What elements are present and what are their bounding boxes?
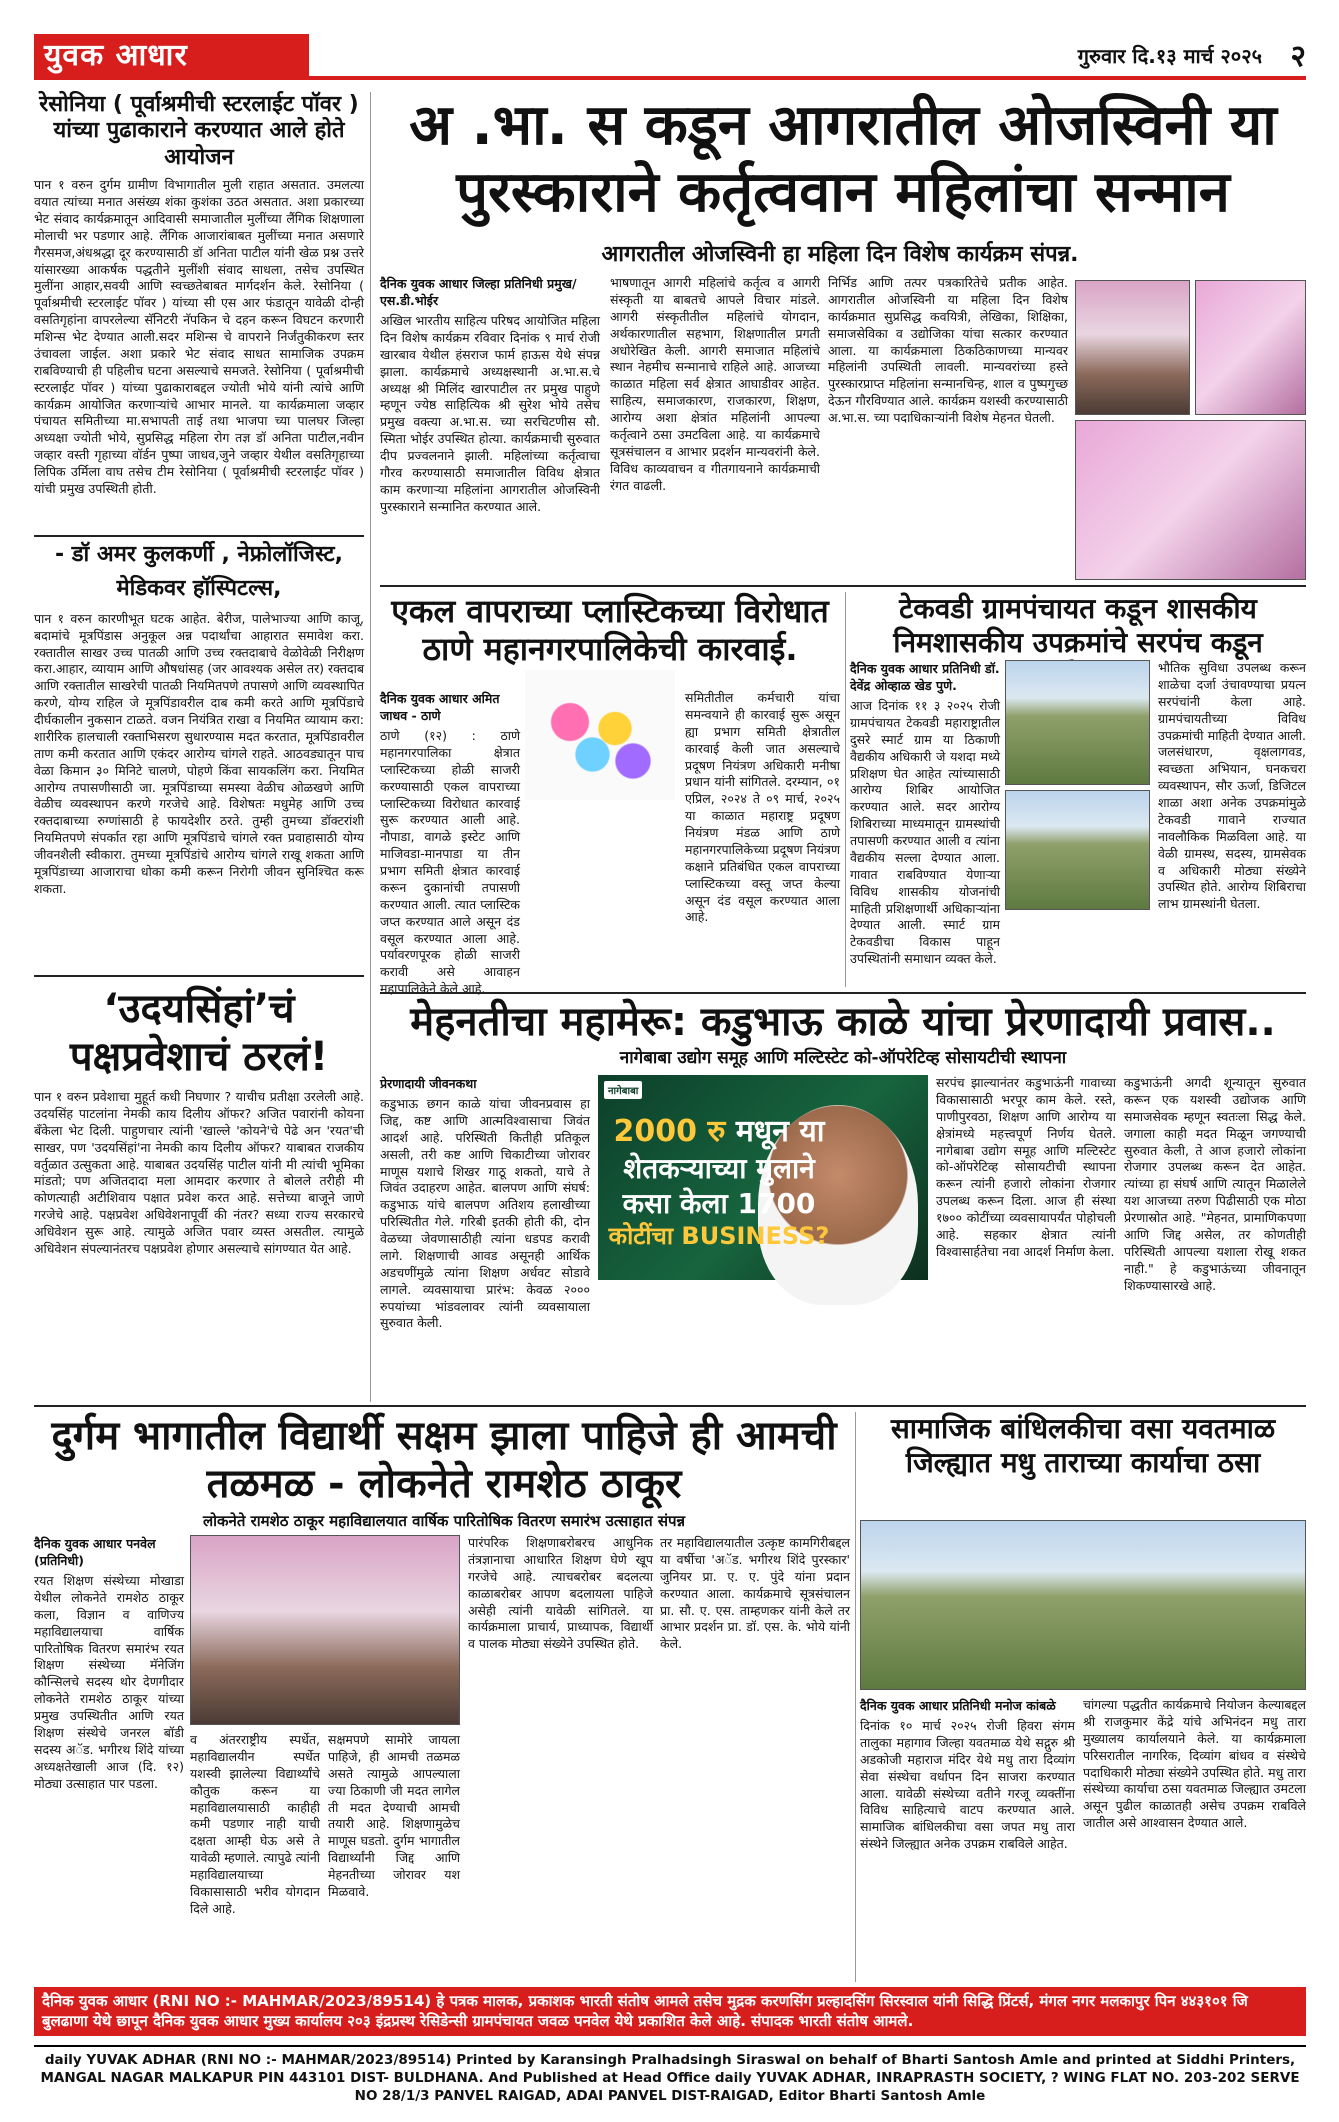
kale-headline: मेहनतीचा महामेरू: कडुभाऊ काळे यांचा प्रेरणादायी प्रवास.. [410,999,1276,1045]
group-photo [1075,420,1306,580]
tekwadi-byline: दैनिक युवक आधार प्रतिनिधी डॉ. देवेंद्र ओव्हाळ खेड पुणे. [850,661,1000,693]
thakur-col-3 [328,1732,460,1980]
yavatmal-col-2 [1083,1697,1306,1982]
thakur-body-4: पारंपरिक शिक्षणाबरोबरच आधुनिक तंत्रज्ञानाचा आधारित शिक्षण घेणे खूप गरजेचे आहे. त्याचबरोबर बदलत्या काळाबरोबर आपण बदलायला पाहिजे असेही त्यांनी यावेळी सांगितले. या कार्यक्रमाला प्राचार्य, प्राध्यापक, विद्यार्थी व पालक मोठ्या संख्येने उपस्थित होते. [468,1535,653,1652]
page-number: २ [1290,39,1306,74]
thakur-col-1 [34,1535,184,1980]
divider [380,992,1306,994]
promo-line-2: शेतकऱ्याच्या मुलाने [623,1151,815,1185]
yavatmal-header [860,1412,1306,1522]
lead-col-2 [610,275,820,580]
thakur-body-3: सक्षमपणे सामोरे जायला पाहिजे, ही आमची तळमळ असते त्यामुळे आपल्याला ज्या ठिकाणी जी मदत लागेल ती मदत देण्याची आमची तयारी आहे. शिक्षणामुळेच माणूस घडतो. दुर्गम भागातील विद्यार्थ्यांनी जिद्द आणि मेहनतीच्या जोरावर यश मिळवावे. [328,1732,460,1899]
column-divider [855,1412,856,1982]
kale-byline: प्रेरणादायी जीवनकथा [380,1076,477,1091]
plastic-body-1: ठाणे (१२) : ठाणे महानगरपालिका क्षेत्रात प्लास्टिकच्या होळी साजरी करण्यासाठी एकल वापराच्या प्लास्टिकच्या विरोधात कारवाई सुरू करण्यात आली आहे. नौपाडा, वागळे इस्टेट आणि माजिवडा-मानपाडा या तीन प्रभाग समिती क्षेत्रात कारवाई करून दुकानांची तपासणी करण्यात आली. त्यात प्लास्टिक जप्त करण्यात आले असून दंड वसूल करण्यात आला आहे. पर्यावरणपूरक होळी साजरी करावी असे आवाहन महापालिकेने केले आहे. [380,728,520,997]
kale-body-3: कडुभाऊंनी अगदी शून्यातून सुरुवात करून एक यशस्वी उद्योजक आणि समाजसेवक म्हणून स्वतःला सिद्ध केले. जगाला काही मदत मिळून जगण्याची सुरुवात केली, ते आज हजारो लोकांना रोजगार उपलब्ध करून देत आहेत. त्यांच्या हा संघर्ष आणि त्यातून मिळालेले यश आजच्या तरुण पिढीसाठी एक मोठा प्रेरणास्रोत आहे. "मेहनत, प्रामाणिकपणा आणि जिद्द असेल, तर कोणतीही परिस्थिती आपल्या यशाला रोखू शकत नाही." हे कडुभाऊंच्या जीवनातून शिकण्यासारखे आहे. [1124,1075,1306,1293]
yavatmal-body-1: दिनांक १० मार्च २०२५ रोजी हिवरा संगम तालुका महागाव जिल्हा यवतमाळ येथे सद्गुरु श्री अडकोजी महाराज मंदिर येथे मधु तारा दिव्यांग सेवा संस्थेचा वर्धापन दिन साजरा करण्यात आला. यावेळी संस्थेच्या वतीने गरजू व्यक्तींना विविध साहित्याचे वाटप करण्यात आले. सामाजिक बांधिलकीचा वसा जपत मधु तारा संस्थेने जिल्ह्यात अनेक उपक्रम राबविले आहेत. [860,1718,1075,1852]
tekwadi-body-2: भौतिक सुविधा उपलब्ध करून शाळेचा दर्जा उंचावण्याचा प्रयत्न सरपंचांनी केला आहे. ग्रामपंचायतीच्या विविध उपक्रमांची माहिती देण्यात आली. जलसंधारण, वृक्षलागवड, स्वच्छता अभियान, घनकचरा व्यवस्थापन, सौर ऊर्जा, डिजिटल शाळा अशा अनेक उपक्रमांमुळे टेकवडी गावाने राज्यात नावलौकिक मिळविला आहे. या वेळी ग्रामस्थ, सदस्य, ग्रामसेवक व अधिकारी मोठ्या संख्येने उपस्थित होते. आरोग्य शिबिराचा लाभ ग्रामस्थांनी घेतला. [1158,660,1306,912]
lead-banner-wrap [500,234,1180,270]
udaysinh-body: पान १ वरुन प्रवेशाचा मुहूर्त कधी निघणार ? याचीच प्रतीक्षा उरलेली आहे. उदयसिंह पाटलांना नेमकी काय दिलीय ऑफर? अजित पवारांनी कोयना बँकेला भेट दिली. पाहुणचार त्यांनी 'खाल्ले 'कोयने'चे पेढे अन 'रयत'ची साखर, पण 'उदयसिंहां'ना नेमकी काय दिलीय ऑफर? याबाबत राजकीय वर्तुळात उत्सुकता आहे. याबाबत उदयसिंह पाटील यांनी मी त्यांची भूमिका मांडतो; पण अजितदादा मला आमदार करणार ते बोलले तरीही मी कोणत्याही अटीशिवाय पक्षात प्रवेश करत आहे. सत्तेच्या बाजूने जाणे गरजेचे आहे. पक्षप्रवेश अधिवेशनापूर्वी की नंतर? सध्या राज्य सरकारचे अधिवेशन सुरू आहे. त्यामुळे अजित पवार व्यस्त असतील. त्यामुळे अधिवेशन संपल्यानंतरच पक्षप्रवेश होणार असल्याचे सांगण्यात येत आहे. [34,1089,364,1256]
newspaper-logo: युवक आधार [34,34,309,78]
column-divider [370,92,371,1402]
tekwadi-headline: टेकवडी ग्रामपंचायत कडून शासकीय निमशासकीय उपक्रमांचे सरपंच कडून [893,592,1263,659]
tekwadi-field-photo [1005,660,1150,785]
kidney-story [34,542,364,972]
award-photo [1195,280,1306,415]
yavatmal-col-1 [860,1697,1075,1982]
promo-logo: नागेबाबा [604,1081,642,1099]
promo-line-1-rest: मधून या [735,1114,825,1149]
yavatmal-group-photo [860,1520,1306,1690]
plastic-body-2: समितीतील कर्मचारी यांचा समन्वयाने ही कारवाई सुरू असून ह्या प्रभाग समिती क्षेत्रातील कारवाई केली जात असल्याचे प्रदूषण नियंत्रण अधिकारी मनीषा प्रधान यांनी सांगितले. दरम्यान, ०१ एप्रिल, २०२४ ते ०९ मार्च, २०२५ या काळात महाराष्ट्र प्रदूषण नियंत्रण मंडळ आणि ठाणे महानगरपालिकेच्या प्रदूषण नियंत्रण कक्षाने प्रतिबंधित एकल वापराच्या प्लास्टिकच्या वस्तू जप्त केल्या असून दंड वसूल करण्यात आला आहे. [685,690,840,925]
promo-text [604,1113,834,1251]
promo-line-4: कोटींचा BUSINESS? [608,1221,830,1250]
resonia-headline: रेसोनिया ( पूर्वाश्रमीची स्टरलाईट पॉवर ) यांच्या पुढाकाराने करण्यात आले होते आयोजन [39,92,359,170]
column-divider [845,592,846,987]
divider [34,1405,1306,1407]
plastic-header [380,592,840,682]
divider [34,535,364,537]
divider [34,975,364,977]
plastic-byline: दैनिक युवक आधार अमित जाधव - ठाणे [380,691,500,723]
lead-headline: अ .भा. स कडून आगरातील ओजस्विनी या पुरस्काराने कर्तृत्ववान महिलांचा सन्मान [409,93,1277,226]
kale-col-3 [1124,1075,1306,1400]
promo-line-3: कसा केला 1700 [622,1186,816,1220]
thakur-byline: दैनिक युवक आधार पनवेल (प्रतिनिधी) [34,1536,156,1568]
promo-amount: 2000 रु [613,1114,726,1149]
thakur-col-4 [468,1535,653,1980]
kidney-body: पान १ वरुन कारणीभूत घटक आहेत. बेरीज, पालेभाज्या आणि काजू, बदामांचे मूत्रपिंडास अनुकूल अन्न पदार्थांचा आहारात समावेश करा. रक्तातील साखर उच्च पातळी आणि उच्च रक्तदाबाचे वेळोवेळी निरीक्षण करा.आहार, व्यायाम आणि औषधांसह (जर आवश्यक असेल तर) रक्तदाब आणि रक्तातील साखरेची पातळी नियमितपणे तपासणे आणि व्यवस्थापित करणे, योग्य राहिल जे मूत्रपिंडावरील दाब कमी करते आणि मूत्रपिंडाचे दीर्घकालीन नुकसान टाळते. वजन नियंत्रित राखा व नियमित व्यायाम करा: शारीरिक हालचाली रक्ताभिसरण सुधारण्यास मदत करतात, मूत्रपिंडावरील ताण कमी करतात आणि एकंदर आरोग्य चांगले राहते. आठवड्यातून पाच वेळा किमान ३० मिनिटे चालणे, पोहणे किंवा सायकलिंग करा. नियमित आरोग्य तपासणीसाठी जा. मूत्रपिंडाच्या समस्या वेळीच ओळखणे आणि वेळीच व्यवस्थापन करणे गरजेचे आहे. विशेषतः मधुमेह आणि उच्च रक्तदाबाच्या रुग्णांसाठी हे फायदेशीर ठरते. तुम्ही तुमच्या डॉक्टरांशी नियमितपणे संपर्कात रहा आणि मूत्रपिंडाचे चांगले रक्त प्रवाहासाठी योग्य जीवनशैली स्वीकारा. तुमच्या मूत्रपिंडांचे आरोग्य चांगले राखू शकता आणि मूत्रपिंडाच्या आजाराचा धोका कमी करून निरोगी जीवन सुनिश्चित करू शकता. [34,610,364,896]
lead-body-3: निर्भिड आणि तत्पर पत्रकारितेचे प्रतीक आहेत. आगरातील ओजस्विनी या महिला दिन विशेष कार्यक्रमात सुप्रसिद्ध कवयित्री, लेखिका, शिक्षिका, समाजसेविका व उद्योजिका यांचा सत्कार करण्यात आला. या कार्यक्रमाला ठिकठिकाणच्या मान्यवर महिलांनी उपस्थिती लावली. मान्यवरांच्या हस्ते पुरस्कारप्राप्त महिलांना सन्मानचिन्ह, शाल व पुष्पगुच्छ देऊन गौरविण्यात आले. कार्यक्रम यशस्वी करण्यासाठी अ.भा.स. च्या पदाधिकाऱ्यांनी विशेष मेहनत घेतली. [828,275,1068,425]
kale-col-1 [380,1075,590,1400]
resonia-story [34,92,364,592]
kale-col-2 [936,1075,1116,1400]
resonia-body: पान १ वरुन दुर्गम ग्रामीण विभागातील मुली राहात असतात. उमलत्या वयात त्यांच्या मनात असंख्य शंका कुशंका उठत असतात. अशा प्रकारच्या भेट संवाद कार्यक्रमातून आदिवासी समाजातील मुलींच्या लैंगिक शिक्षणाला मोलाची भर पडणार आहे. लैंगिक आजारांबाबत मुलींच्या मनात असणारे गैरसमज,अंधश्रद्धा दूर करण्यासाठी डॉ अनिता पाटील यांनी खेळ प्रश्न उत्तरे यांसारख्या आकर्षक पद्धतीने मुलींशी संवाद साधला, तसेच उपस्थित मुलींना आहार,सवयी आणि स्वच्छतेबाबत मार्गदर्शन केले. रेसोनिया ( पूर्वाश्रमीची स्टरलाईट पॉवर ) यांच्या सी एस आर फंडातून यावेळी दोन्ही वसतिगृहांना वापरलेल्या सॅनिटरी नॅपकिन चे दहन करून विघटन करणारी मशिन्स भेट देण्यात आली.सदर मशिन्स चे वापराने निर्जंतुकीकरण स्तर उंचावला जाईल. अशा प्रकारे भेट संवाद साधत सामाजिक उपक्रम राबविण्याची ही पहिलीच घटना असल्याचे समजते. रेसोनिया ( पूर्वाश्रमीची स्टरलाईट पॉवर ) यांच्या पुढाकाराबद्दल ज्योती भोये यांनी त्यांचे आणि कार्यक्रम आयोजित करणाऱ्यांचे आभार मानले. या कार्यक्रमाला जव्हार पंचायत समितीच्या मा.सभापती ताई तथा भाजपा च्या पालघर जिल्हा अध्यक्षा ज्योती भोये, सुप्रसिद्ध महिला रोग तज्ञ डॉ अनिता पाटील,नवीन जव्हार वस्ती गृहाच्या वॉर्डन पुष्पा जाधव,जुने जव्हार येथील वसतिगृहाच्या लिपिक उर्मिला वाघ तसेच टीम रेसोनिया ( पूर्वाश्रमीची स्टरलाईट पॉवर ) यांची प्रमुख उपस्थिती होती. [34,177,364,496]
lead-col-1 [380,275,600,580]
stage-photo [1075,280,1190,415]
plastic-col-1 [380,690,520,997]
kale-body-1: कडुभाऊ छगन काळे यांचा जीवनप्रवास हा जिद्द, कष्ट आणि आत्मविश्वासाचा जिवंत आदर्श आहे. परिस्थिती कितीही प्रतिकूल असली, तरी कष्ट आणि चिकाटीच्या जोरावर माणूस यशाचे शिखर गाठू शकतो, याचे ते जिवंत उदाहरण आहेत. बालपण आणि संघर्ष: कडुभाऊ यांचे बालपण अतिशय हलाखीच्या परिस्थितीत गेले. गरिबी इतकी होती की, दोन वेळच्या जेवणासाठीही त्यांना धडपड करावी लागे. शिक्षणाची आवड असूनही आर्थिक अडचणींमुळे त्यांना शिक्षण अर्धवट सोडावे लागले. व्यवसायाचा प्रारंभ: केवळ २००० रुपयांच्या भांडवलावर त्यांनी व्यवसायाला सुरुवात केली. [380,1096,590,1331]
tekwadi-col-1 [850,660,1000,990]
plastic-bags-photo [525,670,675,800]
tekwadi-col-2 [1158,660,1306,990]
thakur-body-5: तर महाविद्यालयातील उत्कृष्ट कामगिरीबद्दल या वर्षीचा 'अॅड. भगीरथ शिंदे पुरस्कार' जुनियर प्रा. ए. ए. पुंदे यांना प्रदान करण्यात आला. कार्यक्रमाचे सूत्रसंचालन प्रा. सौ. ए. एस. ताम्हणकर यांनी केले तर आभार प्रदर्शन प्रा. डॉ. एस. के. भोये यांनी केले. [660,1535,850,1652]
plastic-headline: एकल वापराच्या प्लास्टिकच्या विरोधात ठाणे महानगरपालिकेची कारवाई. [391,592,829,669]
yavatmal-body-2: चांगल्या पद्धतीत कार्यक्रमाचे नियोजन केल्याबद्दल श्री राजकुमार केंद्रे यांचे अभिनंदन मधु तारा मुख्यालय कार्यालयाने केले. या कार्यक्रमाला परिसरातील नागरिक, दिव्यांग बांधव व संस्थेचे पदाधिकारी मोठ्या संख्येने उपस्थित होते. मधु तारा संस्थेच्या कार्याचा ठसा यवतमाळ जिल्ह्यात उमटला असून पुढील काळातही असेच उपक्रम राबविले जातील असे आश्वासन देण्यात आले. [1083,1697,1306,1831]
promo-line-1 [604,1113,834,1151]
thakur-col-2 [190,1732,320,1980]
yavatmal-headline: सामाजिक बांधिलकीचा वसा यवतमाळ जिल्ह्यात मधु ताराच्या कार्याचा ठसा [890,1412,1276,1479]
lead-col-3 [828,275,1068,580]
thakur-body-2: व अंतरराष्ट्रीय स्पर्धेत, महाविद्यालयीन स्पर्धेत यशस्वी झालेल्या विद्यार्थ्यांचे कौतुक करून या महाविद्यालयासाठी काहीही कमी पडणार नाही याची दक्षता आम्ही घेऊ असे ते यावेळी म्हणाले. त्यापुढे त्यांनी महाविद्यालयाच्या विकासासाठी भरीव योगदान दिले आहे. [190,1732,320,1916]
publisher-line: दैनिक युवक आधार (RNI NO :- MAHMAR/2023/89514) हे पत्रक मालक, प्रकाशक भारती संतोष आमले तसेच मुद्रक करणसिंग प्रल्हादसिंग सिरस्वाल यांनी सिद्धि प्रिंटर्स, मंगल नगर मलकापुर पिन ४४३१०१ जि बुलढाणा येथे छापून दैनिक युवक आधार मुख्य कार्यालय २०३ इंद्रप्रस्थ रेसिडेन्सी ग्रामपंचायत जवळ पनवेल येथे प्रकाशित केले आहे. संपादक भारती संतोष आमले. [34,1987,1306,2036]
yavatmal-byline: दैनिक युवक आधार प्रतिनिधी मनोज कांबळे [860,1698,1056,1713]
lead-body-1: अखिल भारतीय साहित्य परिषद आयोजित महिला दिन विशेष कार्यक्रम रविवार दिनांक ९ मार्च रोजी खारबाव येथील हंसराज फार्म हाऊस येथे संपन्न झाला. कार्यक्रमाचे अध्यक्षस्थानी अ.भा.स.चे अध्यक्ष श्री मिलिंद खारपाटील तर प्रमुख पाहुणे म्हणून ज्येष्ठ साहित्यिक श्री सुरेश भोये तसेच प्रमुख वक्त्या अ.भा.स. च्या सरचिटणीस सौ. स्मिता भोईर उपस्थित होत्या. कार्यक्रमाची सुरुवात दीप प्रज्वलनाने झाली. महिलांच्या कर्तृत्वाचा गौरव करण्यासाठी समाजातील विविध क्षेत्रात काम करणाऱ्या महिलांना आगरातील ओजस्विनी पुरस्काराने सन्मानित करण्यात आले. [380,313,600,514]
thakur-subhead: लोकनेते रामशेठ ठाकूर महाविद्यालयात वार्षिक पारितोषिक वितरण समारंभ उत्साहात संपन्न [202,1512,686,1530]
lead-story-header [380,92,1306,232]
masthead [34,34,1306,80]
divider [380,585,1306,587]
udaysinh-story [34,985,364,1405]
plastic-col-2 [685,690,840,990]
kidney-author: - डॉ अमर कुलकर्णी , नेफ्रोलॉजिस्ट, [54,542,344,567]
thakur-col-5 [660,1535,850,1980]
lead-body-2: भाषणातून आगरी महिलांचे कर्तृत्व व आगरी संस्कृती या बाबतचे आपले विचार मांडले. आगरी संस्कृतीतील महिलांचे योगदान, अर्थकारणातील सहभाग, शिक्षणातील प्रगती अधोरेखित केली. आगरी समाजात महिलांचे स्थान नेहमीच सन्मानाचे राहिले आहे. आजच्या काळात महिला सर्व क्षेत्रात आघाडीवर आहेत. साहित्य, समाजकारण, राजकारण, शिक्षण, आरोग्य अशा क्षेत्रांत महिलांनी आपल्या कर्तृत्वाने ठसा उमटविला आहे. या कार्यक्रमाचे सूत्रसंचालन व आभार प्रदर्शन मान्यवरांनी केले. विविध काव्यवाचन व गीतगायनाने कार्यक्रमाची रंगत वाढली. [610,275,820,493]
tekwadi-group-photo [1005,790,1150,910]
lead-byline: दैनिक युवक आधार जिल्हा प्रतिनिधी प्रमुख/एस.डी.भोईर [380,276,577,308]
udaysinh-headline: ‘उदयसिंहां’चं पक्षप्रवेशाचं ठरलं! [69,986,329,1080]
issue-date: गुरुवार दि.१३ मार्च २०२५ [1077,44,1262,68]
thakur-body-1: रयत शिक्षण संस्थेच्या मोखाडा येथील लोकनेते रामशेठ ठाकूर कला, विज्ञान व वाणिज्य महाविद्यालयाचा वार्षिक पारितोषिक वितरण समारंभ रयत शिक्षण संस्थेच्या मॅनेजिंग कौन्सिलचे सदस्य थोर देणगीदार लोकनेते रामशेठ ठाकूर यांच्या प्रमुख उपस्थितीत आणि रयत शिक्षण संस्थेचे जनरल बॉडी सदस्य अॅड. भगीरथ शिंदे यांच्या अध्यक्षतेखाली आज (दि. १२) मोठ्या उत्साहात पार पडला. [34,1573,184,1791]
kale-promo-image [598,1075,928,1280]
tekwadi-body-1: आज दिनांक ११ ३ २०२५ रोजी ग्रामपंचायत टेकवडी महाराष्ट्रातील दुसरे स्मार्ट ग्राम या ठिकाणी वैद्यकीय अधिकारी जे यशदा मध्ये प्रशिक्षण घेत आहेत त्यांच्यासाठी आरोग्य शिबिर आयोजित करण्यात आले. सदर आरोग्य शिबिराच्या माध्यमातून ग्रामस्थांची तपासणी करण्यात आली व त्यांना वैद्यकीय सल्ला देण्यात आला. गावात राबविण्यात येणाऱ्या विविध शासकीय योजनांची माहिती प्रशिक्षणार्थी अधिकाऱ्यांना देण्यात आली. स्मार्ट ग्राम टेकवडीचा विकास पाहून उपस्थितांनी समाधान व्यक्त केले. [850,698,1000,967]
kidney-author-hospital: मेडिकवर हॉस्पिटल्स, [116,576,282,602]
lead-banner: आगरातील ओजस्विनी हा महिला दिन विशेष कार्यक्रम संपन्न. [601,242,1079,267]
thakur-headline: दुर्गम भागातील विद्यार्थी सक्षम झाला पाहिजे ही आमची तळमळ - लोकनेते रामशेठ ठाकूर [51,1413,837,1507]
kale-body-2: सरपंच झाल्यानंतर कडुभाऊंनी गावाच्या विकासासाठी भरपूर काम केले. रस्ते, पाणीपुरवठा, शिक्षण आणि आरोग्य या क्षेत्रांमध्ये महत्त्वपूर्ण निर्णय घेतले. नागेबाबा उद्योग समूह आणि मल्टिस्टेट को-ऑपरेटिव्ह सोसायटीची स्थापना करून त्यांनी हजारो लोकांना रोजगार उपलब्ध करून दिला. आज ही संस्था १७०० कोटींच्या व्यवसायापर्यंत पोहोचली आहे. सहकार क्षेत्रात त्यांनी विश्वासार्हतेचा नवा आदर्श निर्माण केला. [936,1075,1116,1259]
thakur-header [34,1412,854,1532]
thakur-event-photo [190,1535,460,1725]
kale-subhead: नागेबाबा उद्योग समूह आणि मल्टिस्टेट को-ऑपरेटिव्ह सोसायटीची स्थापना [619,1048,1067,1068]
imprint-line: daily YUVAK ADHAR (RNI NO :- MAHMAR/2023/89514) Printed by Karansingh Pralhadsingh Siraswal on behalf of Bharti Santosh Amle and printed at Siddhi Printers, MANGAL NAGAR MALKAPUR PIN 443101 DIST- BULDHANA. And Published at Head Office daily YUVAK ADHAR, INRAPRASTH SOCIETY, ? WING FLAT NO. 203-202 SERVE NO 28/1/3 PANVEL RAIGAD, ADAI PANVEL DIST-RAIGAD, Editor Bharti Santosh Amle [34,2045,1306,2106]
